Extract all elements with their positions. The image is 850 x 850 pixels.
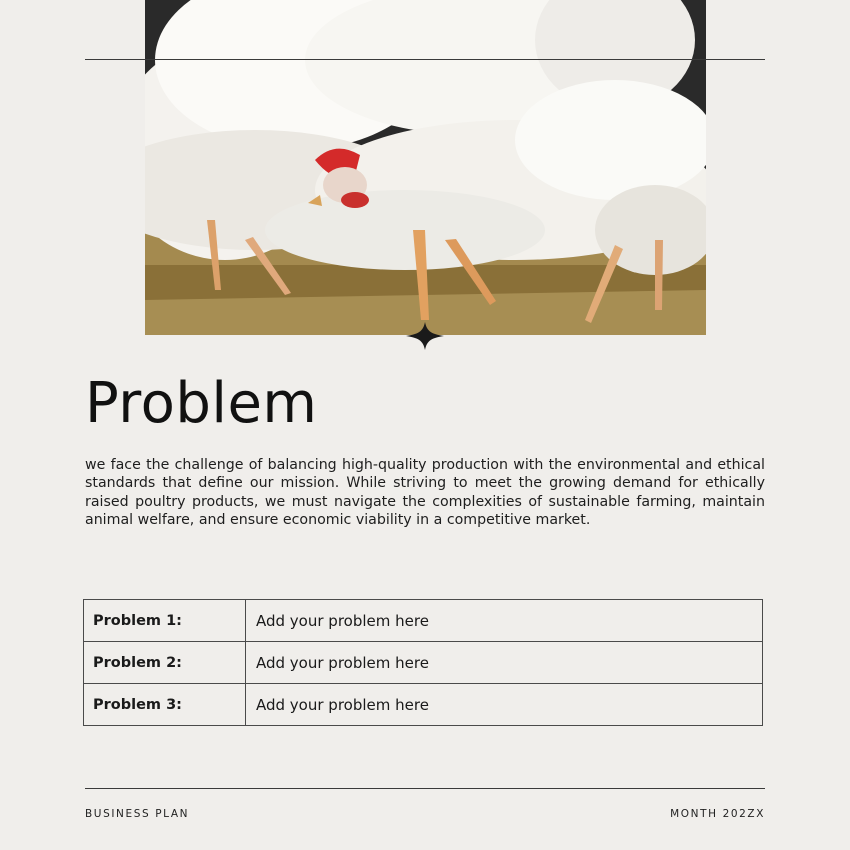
problem-label: Problem 1:: [84, 600, 246, 642]
sparkle-icon: [406, 322, 444, 350]
problems-table: [83, 599, 763, 726]
top-divider: [85, 59, 765, 60]
problem-label: Problem 3:: [84, 684, 246, 726]
footer-right-label: MONTH 202ZX: [670, 808, 765, 820]
footer-left-label: BUSINESS PLAN: [85, 808, 190, 820]
page-title: Problem: [85, 371, 318, 436]
table-row: [84, 642, 763, 684]
bottom-divider: [85, 788, 765, 789]
problem-value: Add your problem here: [246, 684, 763, 726]
problem-value: Add your problem here: [246, 600, 763, 642]
table-row: [84, 684, 763, 726]
table-row: [84, 600, 763, 642]
problem-value: Add your problem here: [246, 642, 763, 684]
body-paragraph: we face the challenge of balancing high-quality production with the environmental and ethical standards that define our mission. While striving to meet the growing demand for ethically raised poultry products, we must navigate the complexities of sustainable farming, maintain animal welfare, and ensure economic viability in a competitive market.: [85, 457, 765, 528]
chickens-photo: [145, 0, 706, 335]
problem-label: Problem 2:: [84, 642, 246, 684]
